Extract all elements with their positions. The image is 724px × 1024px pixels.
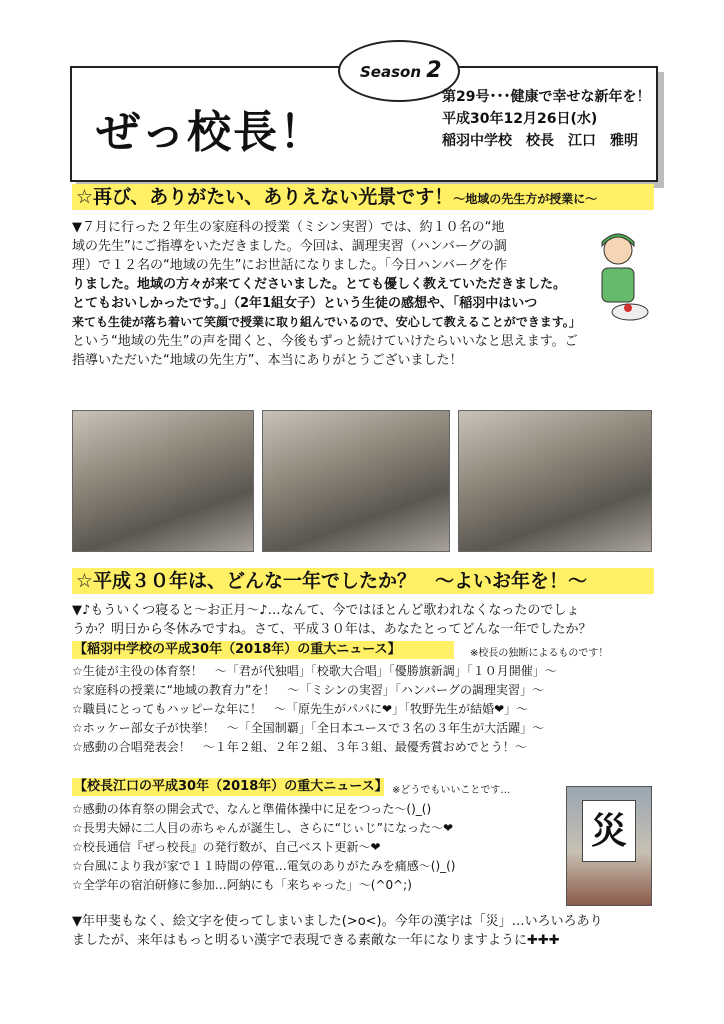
section1-heading-suffix: ～地域の先生方が授業に～	[453, 192, 598, 206]
masthead-title: ぜっ校長！	[96, 107, 326, 158]
season-label: Season 2	[360, 58, 442, 83]
section2-intro: ▼♪もういくつ寝ると～お正月～♪…なんて、今ではほとんど歌われなくなったのでしょ うか？明日から冬休みですね。さて、平成３０年は、あなたとってどんな一年でしたか？	[72, 603, 592, 637]
list-item: ☆生徒が主役の体育祭！ ～「君が代独唱」「校歌大合唱」「優勝旗新調」「１０月開催」～	[72, 664, 557, 678]
principal-news-note: ※どうでもいいことです…	[392, 785, 511, 796]
photo-cooking-class-2	[262, 410, 450, 552]
principal-news-title: 【校長江口の平成30年（2018年）の重大ニュース】	[74, 779, 388, 794]
kanji-of-year: 災	[582, 800, 636, 862]
list-item: ☆職員にとってもハッピーな年に！ ～「原先生がパパに❤」「牧野先生が結婚❤」～	[72, 702, 529, 716]
photo-cooking-class-3	[458, 410, 652, 552]
issue-date: 平成30年12月26日(水)	[442, 111, 598, 127]
school-news-list	[72, 662, 650, 757]
cooking-illustration	[588, 228, 650, 324]
list-item: ☆全学年の宿泊研修に参加…阿納にも「来ちゃった」～(^0^;)	[72, 878, 412, 892]
section1-heading: ☆再び、ありがたい、ありえない光景です！～地域の先生方が授業に～	[72, 184, 654, 210]
list-item: ☆ホッケー部女子が快挙！ ～「全国制覇」「全日本ユースで３名の３年生が大活躍」～	[72, 721, 545, 735]
list-item: ☆校長通信『ぜっ校長』の発行数が、自己ベスト更新～❤	[72, 840, 381, 854]
issue-author: 稲羽中学校 校長 江口 雅明	[442, 133, 638, 149]
issue-number: 第29号･･･健康で幸せな新年を！	[442, 89, 651, 105]
section1-text-b: りました。地域の方々が来てくださいました。とても優しく教えていただきました。 とてもおいしかったです。」（2年1組女子）という生徒の感想や、「稲羽中はいつ 来ても生徒が落ち着いて笑顔で授業に取り組んでいるので、安心して教えることができます。」 という“地域の先生”の声を聞くと、今後もずっと続けていけたらいいなと思えます。ご 指導いただいた“地域の先生方”、本当にありがとうございました！	[72, 277, 581, 368]
section2-closing: ▼年甲斐もなく、絵文字を使ってしまいました(>o<)。今年の漢字は「災」…いろいろあり ましたが、来年はもっと明るい漢字で表現できる素敵な一年になりますように✚✚✚	[72, 914, 603, 948]
season-number: 2	[426, 58, 442, 83]
photo-cooking-class-1	[72, 410, 254, 552]
list-item: ☆感動の合唱発表会！ ～１年２組、２年２組、３年３組、最優秀賞おめでとう！～	[72, 740, 527, 754]
principal-news-list	[72, 800, 562, 895]
list-item: ☆長男夫婦に二人目の赤ちゃんが誕生し、さらに“じぃじ”になった～❤	[72, 821, 454, 835]
school-news-title: 【稲羽中学校の平成30年（2018年）の重大ニュース】	[72, 641, 454, 659]
list-item: ☆台風により我が家で１１時間の停電…電気のありがたみを痛感～()_()	[72, 859, 456, 873]
list-item: ☆感動の体育祭の開会式で、なんと準備体操中に足をつった～()_()	[72, 802, 432, 816]
list-item: ☆家庭科の授業に“地域の教育力”を！ ～「ミシンの実習」「ハンバーグの調理実習」～	[72, 683, 545, 697]
school-news-note: ※校長の独断によるものです！	[470, 648, 609, 659]
section1-text: ▼７月に行った２年生の家庭科の授業（ミシン実習）では、約１０名の“地 域の先生”にご指導をいただきました。今回は、調理実習（ハンバーグの調 理）で１２名の“地域の先生”にお世話になりました。「今日ハンバーグを作	[72, 220, 508, 273]
section2-heading: ☆平成３０年は、どんな一年でしたか？ ～よいお年を！～	[72, 568, 654, 594]
issue-info	[442, 86, 650, 152]
